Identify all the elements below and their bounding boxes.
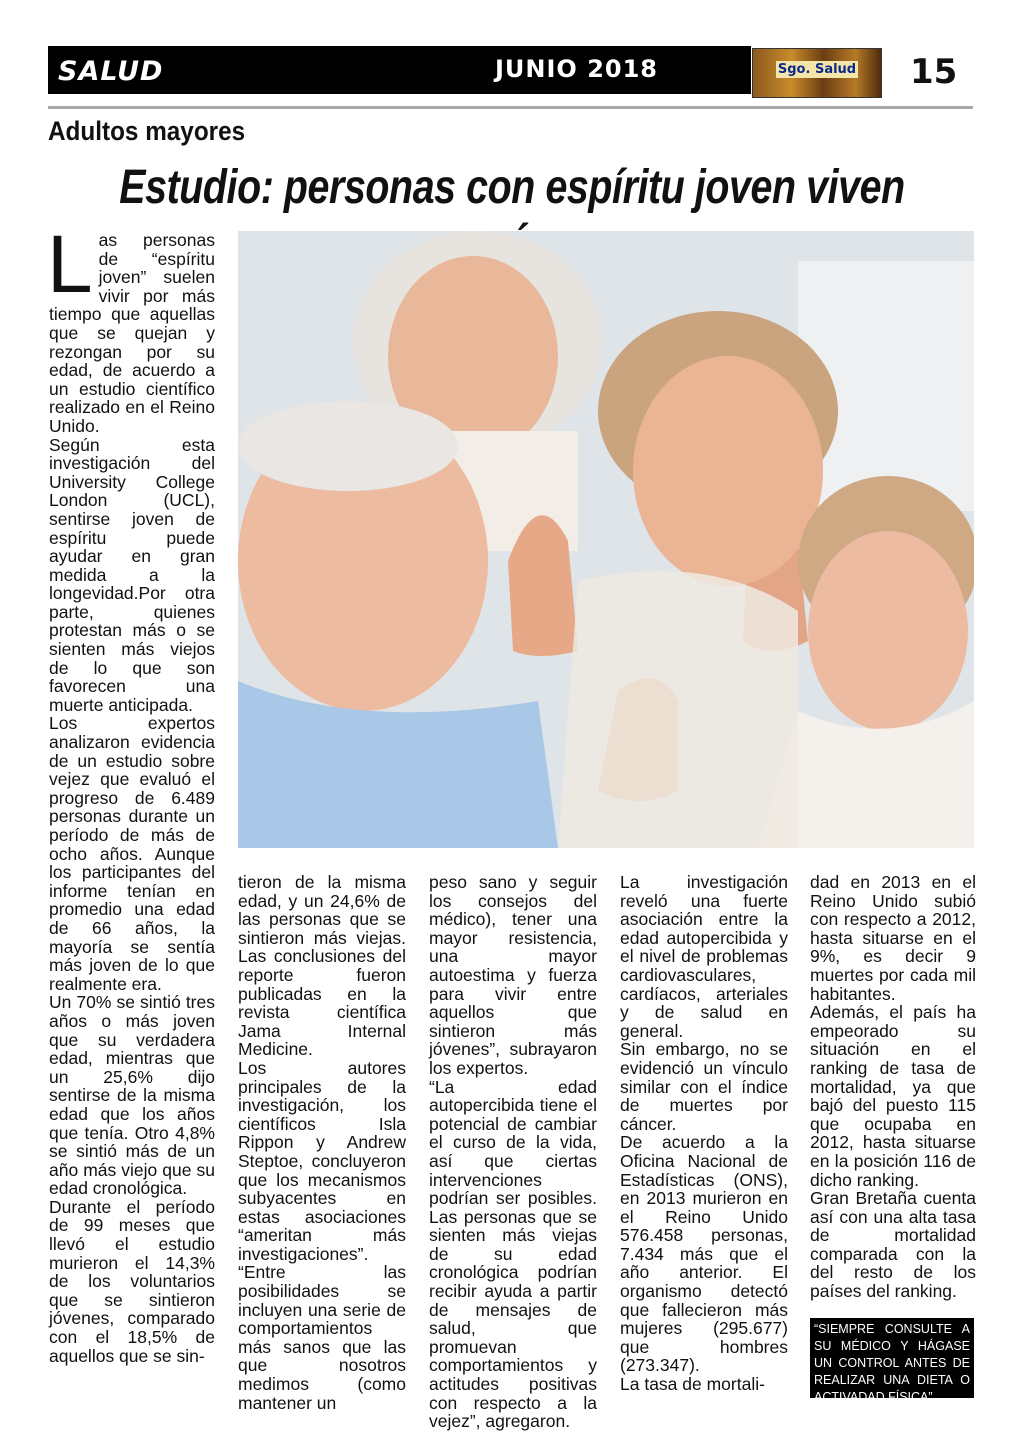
article-column-4 [620,873,788,1394]
article-column-3 [429,873,597,1431]
paragraph: Los autores principales de la investigación, los científicos Isla Rippon y Andrew Steptoe, concluyeron que los mecanismos subyacentes en estas asociaciones “ameritan más investigaciones”. [238,1057,406,1264]
drop-cap: L [47,219,93,310]
paragraph: Los expertos analizaron evidencia de un estudio sobre vejez que evaluó el progreso de 6.489 personas durante un período de más de ocho años. Aunque los participantes del informe tenían en promedio una edad de 66 años, la mayoría se sentía más joven de lo que realmente era. [49,713,215,994]
paragraph: as personas de “espíritu joven” suelen vivir por más tiempo que aquellas que se quejan y rezongan por su edad, de acuerdo a un estudio científico realizado en el Reino Unido. [49,230,215,436]
article-column-2 [238,873,406,1412]
header-rule [48,106,973,109]
paragraph: “La edad autopercibida tiene el potencial de cambiar el curso de la vida, así que ciertas intervenciones podrían ser posibles. Las personas que se sienten más viejas de su edad cronológica podrían recibir ayuda a partir de mensajes de salud, que promuevan comportamientos y actitudes positivas con respecto a la vejez”, agregaron. [429,1076,597,1432]
headline: Estudio: personas con espíritu joven viven [119,161,905,214]
paragraph: tieron de la misma edad, y un 24,6% de las personas que se sintieron más viejas. Las conclusiones del reporte fueron publicadas en la revista científica Jama Internal Medicine. [238,872,406,1060]
article-photo [238,231,974,848]
article-column-1 [47,219,215,1366]
paragraph: De acuerdo a la Oficina Nacional de Estadísticas (ONS), en 2013 murieron en el Reino Unido 576.458 personas, 7.434 más que el año anterior. El organismo detectó que fallecieron más mujeres (295.677) que hombres (273.347). [620,1132,788,1376]
logo-text: Sgo. Salud [777,62,857,77]
article-column-5 [810,873,976,1301]
header-bar [48,46,751,94]
paragraph: Según esta investigación del University College London (UCL), sentirse joven de espíritu puede ayudar en gran medida a la longevidad.Por otra parte, quienes protestan más o se sienten más viejos de lo que son favorecen una muerte anticipada. [49,434,215,715]
seniors-thumbs-up-image [238,231,974,848]
issue-date: JUNIO 2018 [495,55,658,83]
page-number: 15 [910,52,958,92]
paragraph: Gran Bretaña cuenta así con una alta tasa de mortalidad comparada con la del resto de los países del ranking. [810,1188,976,1302]
paragraph: peso sano y seguir los consejos del médico), tener una mayor resistencia, una mayor autoestima y fuerza para vivir entre aquellos que sintieron más jóvenes”, subrayaron los expertos. [429,872,597,1078]
paragraph: dad en 2013 en el Reino Unido subió con respecto a 2012, hasta situarse en el 9%, es decir 9 muertes por cada mil habitantes. [810,872,976,1004]
paragraph: Durante el período de 99 meses que llevó el estudio murieron el 14,3% de los voluntarios que se sintieron jóvenes, comparado con el 18,5% de aquellos que se sin- [49,1196,215,1366]
paragraph: Sin embargo, no se evidenció un vínculo similar con el índice de muertes por cáncer. [620,1039,788,1134]
kicker: Adultos mayores [48,116,246,146]
publication-logo [752,48,882,98]
health-callout-box: “SIEMPRE CONSULTE A SU MÉDICO Y HÁGASE UN CONTROL ANTES DE REALIZAR UNA DIETA O ACTIVADAD FÍSICA” [810,1318,974,1398]
paragraph: Además, el país ha empeorado su situación en el ranking de tasa de mortalidad, ya que bajó del puesto 115 que ocupaba en 2012, hasta situarse en la posición 116 de dicho ranking. [810,1002,976,1190]
section-label: SALUD [58,56,164,87]
paragraph: La tasa de mortali- [620,1374,765,1395]
paragraph: “Entre las posibilidades se incluyen una serie de comportamientos más sanos que las que nosotros medimos (como mantener un [238,1262,406,1413]
paragraph: La investigación reveló una fuerte asociación entre la edad autopercibida y el nivel de problemas cardiovasculares, cardíacos, arteriales y de salud en general. [620,872,788,1041]
paragraph: Un 70% se sintió tres años o más joven que su verdadera edad, mientras que un 25,6% dijo sentirse de la misma edad que los años que tenía. Otro 4,8% se sintió más de un año más viejo que su edad cronológica. [49,992,215,1199]
